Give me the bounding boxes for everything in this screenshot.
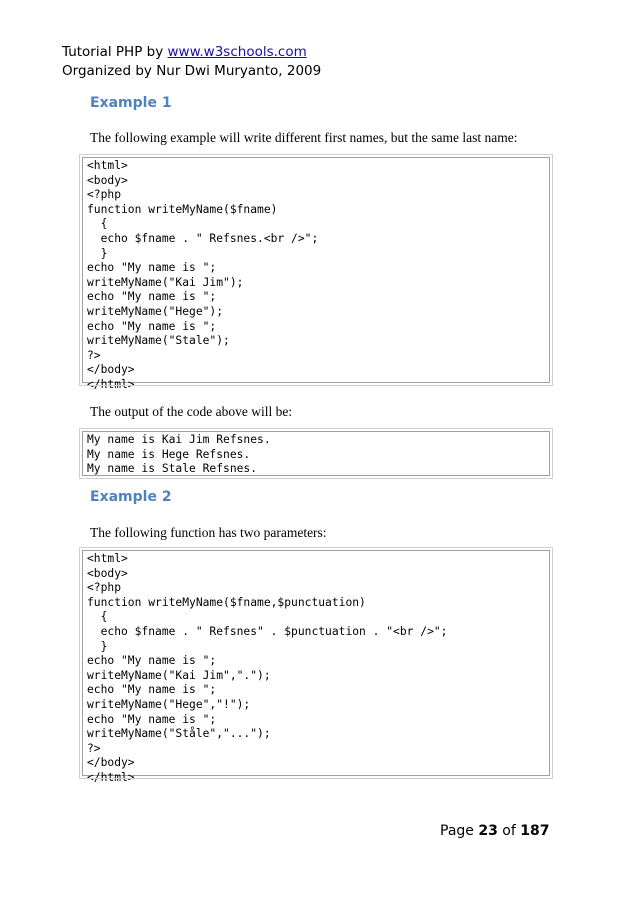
code-line: ?> (87, 741, 101, 755)
code-line: echo "My name is "; (87, 654, 217, 668)
code-line: { (87, 610, 108, 624)
w3schools-link[interactable]: www.w3schools.com (167, 44, 307, 60)
of-word: of (502, 823, 516, 839)
code-line: </body> (87, 363, 135, 377)
code-line: function writeMyName($fname) (87, 202, 278, 216)
page-number (440, 823, 549, 839)
document-header (62, 43, 321, 81)
total-pages: 187 (520, 823, 550, 839)
example-2-title: Example 2 (90, 489, 172, 505)
header-line-2: Organized by Nur Dwi Muryanto, 2009 (62, 63, 322, 79)
code-line: <body> (87, 566, 128, 580)
code-line: <html> (87, 552, 128, 565)
example-1-output-box (82, 431, 550, 476)
code-line: </html> (87, 770, 135, 784)
code-line: echo "My name is "; (87, 683, 217, 697)
example-1-intro: The following example will write different first names, but the same last name: (90, 130, 518, 145)
code-line: ?> (87, 348, 101, 362)
code-line: echo $fname . " Refsnes.<br />"; (87, 231, 319, 245)
code-line: writeMyName("Kai Jim","."); (87, 668, 271, 682)
code-line: echo "My name is "; (87, 319, 217, 333)
code-line: function writeMyName($fname,$punctuation) (87, 595, 366, 609)
output-line: My name is Stale Refsnes. (87, 462, 258, 476)
code-line: </html> (87, 377, 135, 391)
output-line: My name is Hege Refsnes. (87, 447, 251, 461)
code-line: writeMyName("Ståle","..."); (87, 727, 271, 741)
code-line: echo $fname . " Refsnes" . $punctuation . "<br />"; (87, 624, 448, 638)
code-line: writeMyName("Hege"); (87, 304, 224, 318)
example-2-code-box (82, 550, 550, 784)
header-prefix: Tutorial PHP by (62, 44, 168, 60)
code-line: </body> (87, 756, 135, 770)
code-line: <?php (87, 581, 122, 595)
code-line: writeMyName("Hege","!"); (87, 697, 251, 711)
code-line: echo "My name is "; (87, 712, 217, 726)
code-line: echo "My name is "; (87, 290, 217, 304)
header-line-1 (62, 43, 321, 62)
example-2-intro: The following function has two parameters: (90, 525, 327, 540)
page-word: Page (440, 823, 474, 839)
output-line: My name is Kai Jim Refsnes. (87, 433, 271, 446)
example-2-code (87, 552, 549, 786)
current-page: 23 (478, 823, 498, 839)
code-line: <html> (87, 159, 128, 172)
example-1-output (87, 433, 549, 477)
example-1-title: Example 1 (90, 95, 172, 111)
code-line: writeMyName("Kai Jim"); (87, 275, 244, 289)
example-1-output-intro: The output of the code above will be: (90, 404, 293, 419)
code-line: <body> (87, 173, 128, 187)
example-1-code-box (82, 157, 550, 391)
code-line: } (87, 639, 108, 653)
code-line: } (87, 246, 108, 260)
code-line: { (87, 217, 108, 231)
example-1-code (87, 159, 549, 393)
code-line: echo "My name is "; (87, 261, 217, 275)
code-line: <?php (87, 188, 122, 202)
code-line: writeMyName("Stale"); (87, 334, 230, 348)
